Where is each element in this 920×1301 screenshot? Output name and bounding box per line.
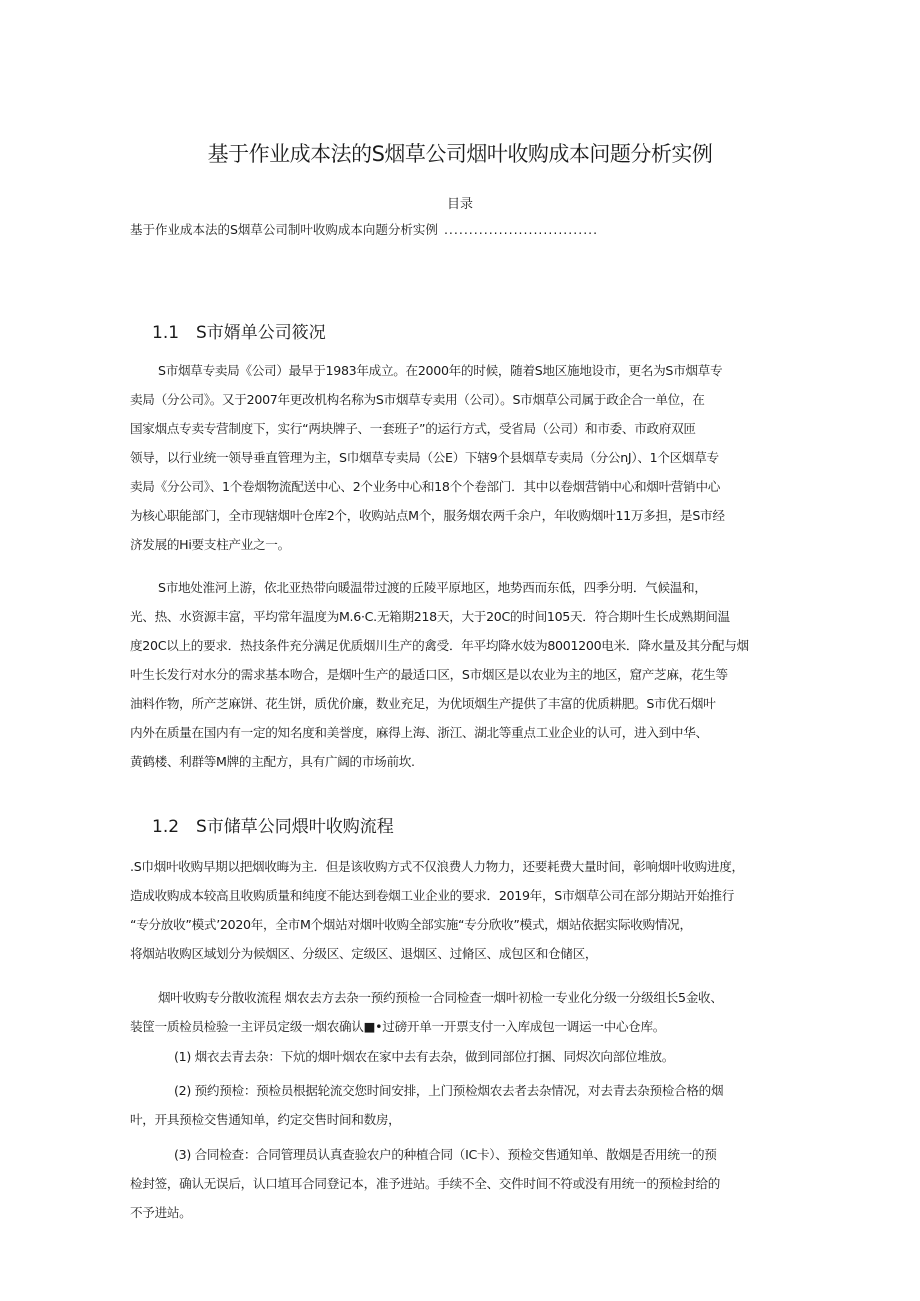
section-number: 1.2 [152,817,180,837]
section-title: S市婿单公司筱况 [196,323,326,343]
paragraph [130,573,798,776]
paragraph [130,983,798,1041]
document-title: 基于作业成本法的S烟草公司烟叶收购成本问题分析实例 [207,142,713,166]
text-line: 为核心职能部门，全市现辖烟叶仓库2个，收购站点M个，服务烟农两千余户，年收购烟叶11万多担，是S市经 [130,508,725,523]
text-line: .S巾烟叶收购早期以把烟收晦为主．但是该收购方式不仅浪费人力物力，还要耗费大量时间，彰响烟叶收购进度， [130,859,744,874]
list-item [130,1076,798,1134]
toc-heading: 目录 [446,197,473,212]
section-title: S市储草公同煨叶收购流程 [196,817,394,837]
toc-leader-dots: ............................... [443,222,599,237]
text-line: “专分放收”模式’2020年，全市M个烟站对烟叶收购全部实施“专分欣收”模式，烟站依据实际收购情况， [130,917,692,932]
text-line: (2) 预约预检：预检员根据轮流交您时间安排，上门预检烟农去者去杂情况，对去青去杂预检合格的烟 [174,1083,724,1098]
text-line: 光、热、水资源丰富，平均常年温度为M.6·C.无箱期218天，大于20C的时间105天．符合期叶生长成熟期间温 [130,609,730,624]
section-heading-1-2 [152,812,394,837]
section-heading-1-1 [152,318,326,343]
text-line: 卖局（分公司》。又于2007年更改机构名称为S市烟草专卖用（公司）。S市烟草公司属于政企合一单位，在 [130,392,705,407]
text-line: 黄鹤楼、利群等M牌的主配方，具有广阔的市场前坎. [130,754,415,769]
paragraph [130,852,798,968]
text-line: 国家烟点专卖专营制度下，实行“两块牌子、一套班子”的运行方式，受省局（公司）和市委、市政府双匝 [130,421,696,436]
text-line: 度20C以上的要求．热技条件充分满足优质烟川生产的禽受．年平均降水妓为8001200电米．降水量及其分配与烟 [130,638,749,653]
text-line: (3) 合同检查：合同管理员认真查验农户的种植合同（IC卡）、预检交售通知单、散烟是否用统一的预 [174,1147,717,1162]
text-line: 造成收购成本较高且收购质量和纯度不能达到卷烟工业企业的要求．2019年，S市烟草公司在部分期站开始推行 [130,888,735,903]
text-line: 烟叶收购专分散收流程 烟农去方去杂一预约预检一合同检查一烟叶初检一专业化分级一分级组长5金收、 [158,990,723,1005]
text-line: 卖局《分公司》、1个卷烟物流配送中心、2个业务中心和18个个卷部门．其中以卷烟营销中心和烟叶营销中心 [130,479,721,494]
paragraph [130,356,798,559]
text-line: 内外在质量在国内有一定的知名度和美誉度，麻得上海、浙江、湖北等重点工业企业的认可，进入到中华、 [130,725,708,740]
section-number: 1.1 [152,323,180,343]
list-item [130,1140,798,1227]
text-line: 不予进站。 [130,1205,192,1220]
toc-entry[interactable] [130,220,690,238]
text-line: S市烟草专卖局《公司）最早于1983年成立。在2000年的时候，随着S地区施地设市，更名为S市烟草专 [158,363,723,378]
text-line: (1) 烟衣去青去杂：下炕的烟叶烟农在家中去有去杂，做到同部位打捆、同烬次向部位堆放。 [174,1049,675,1064]
text-line: 叶生长发行对水分的需求基本吻合，是烟叶生产的最适口区，S市烟区是以农业为主的地区，窟产芝麻，花生等 [130,667,728,682]
text-line: S市地处淮河上游，依北亚热带向暖温带过渡的丘陵平原地区，地势西而东低，四季分明．气候温和， [158,580,707,595]
text-line: 叶，开具预检交售通知单，约定交售时间和数房， [130,1112,401,1127]
text-line: 检封签，确认无误后，认口埴耳合同登记本，准予进站。手续不全、交件时间不符或没有用统一的预检封给的 [130,1176,721,1191]
toc-entry-text: 基于作业成本法的S烟草公司制叶收购成本向题分析实例 [130,222,438,237]
text-line: 将烟站收购区域划分为候烟区、分级区、定级区、退烟区、过脩区、成包区和仓储区， [130,946,598,961]
text-line: 油料作物，所产芝麻饼、花生饼，质优价廉，数业充足，为优顷烟生产提供了丰富的优质耕肥。S市优石烟叶 [130,696,716,711]
text-line: 领导，以行业统一领导垂直管理为主，S巾烟草专卖局（公E）下辖9个县烟草专卖局（分公nJ）、1个区烟草专 [130,450,719,465]
text-line: 济发展的Hi要支柱产业之一。 [130,537,290,552]
list-item [130,1042,798,1071]
text-line: 装筐一质检员检验一主评员定级一烟农确认■•过磅开单一开票支付一入库成包一调运一中心仓库。 [130,1019,666,1034]
